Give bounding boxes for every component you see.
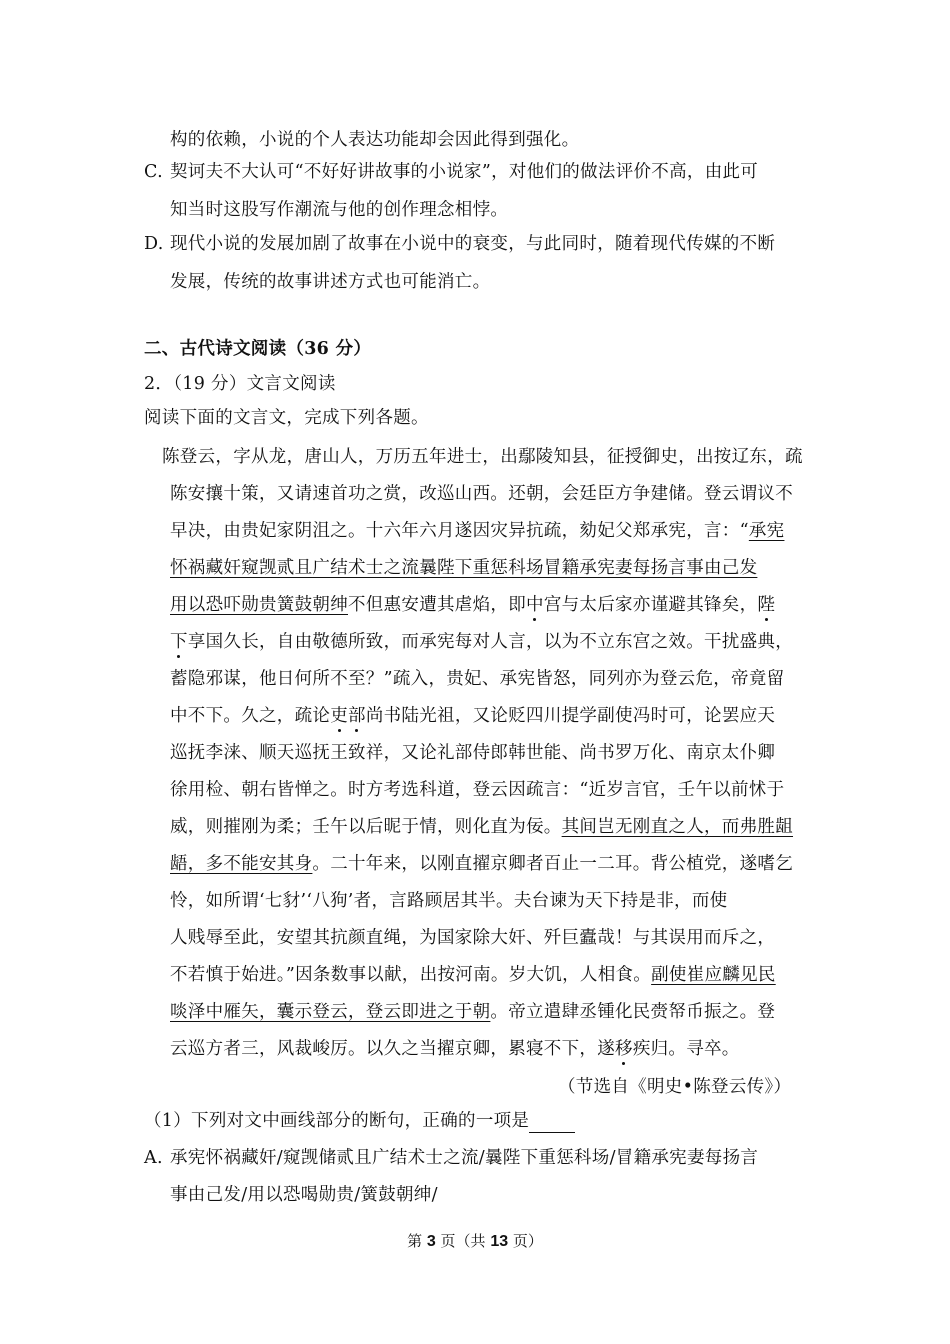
passage-line: 徐用检、朝右皆惮之。时方考选科道，登云因疏言：“近岁言官，壬午以前怵于 [170,780,785,800]
underlined-segment: 龉，多不能安其身 [170,854,313,874]
passage-line: 云巡方者三，风裁峻厉。以久之当擢京卿，累寝不下，遂移疾归。寻卒。 [170,1039,740,1059]
instruction: 阅读下面的文言文，完成下列各题。 [144,408,429,428]
passage-line: 龉，多不能安其身。二十年来，以刚直擢京卿者百止一二耳。背公植党，遂嗜乞 [170,854,794,874]
passage-line: 早决，由贵妃家阴沮之。十六年六月遂因灾异抗疏，劾妃父郑承宪，言：“承宪 [170,521,785,541]
emphasized-char: 下 [170,632,188,652]
section-heading: 二、古代诗文阅读（36 分） [144,339,372,359]
page-footer: 第 3 页（共 13 页） [407,1232,543,1250]
passage-line [170,556,757,580]
passage-line: 威，则摧刚为柔；壬午以后昵于情，则化直为佞。其间岂无刚直之人，而弗胜龃 [170,817,794,837]
page-total: 13 [490,1233,509,1250]
passage-line: 蓄隐邪谋，他日何所不至？”疏入，贵妃、承宪皆怒，同列亦为登云危，帝竟留 [170,669,785,689]
answer-blank[interactable] [529,1114,575,1133]
passage-line: 陈登云，字从龙，唐山人，万历五年进士，出鄢陵知县，征授御史，出按辽东，疏 [162,447,803,467]
option-label: A. [144,1148,163,1168]
emphasized-char: 中 [526,595,544,615]
option-label: C. [144,162,163,182]
option-c: C. 契诃夫不大认可“不好好讲故事的小说家”，对他们的做法评价不高，由此可 [144,162,759,182]
emphasized-char: 部 [348,706,366,726]
passage-line: 怜，如所谓‘七豺’‘八狗’者，言路顾居其半。夫台谏为天下持是非，而使 [170,891,728,911]
passage-line: 不若慎于始进。”因条数事以献，出按河南。岁大饥，人相食。副使崔应麟见民 [170,965,776,985]
emphasized-char: 陛 [757,595,776,615]
emphasized-char: 吏 [330,706,349,726]
underlined-segment: 承宪 [748,521,785,541]
sub-question-1: （1）下列对文中画线部分的断句，正确的一项是 [144,1109,575,1133]
underlined-segment: 其间岂无刚直之人，而弗胜龃 [561,817,794,837]
emphasized-char: 移 [615,1039,633,1059]
option-a: A. 承宪怀祸藏奸/窥觊储贰且广结术士之流/曩陛下重惩科场/冒籍承宪妻每扬言 [144,1148,759,1168]
passage-line: 陈安攘十策，又请速首功之赏，改巡山西。还朝，会廷臣方争建储。登云谓议不 [170,484,793,504]
underlined-segment: 用以恐吓勋贵簧鼓朝绅 [170,595,348,615]
passage-line: 人贱辱至此，安望其抗颜直绳，为国家除大奸、歼巨蠹哉！与其误用而斥之， [170,928,776,948]
question-2-heading: 2．（19 分）文言文阅读 [144,374,336,394]
option-d: D. 现代小说的发展加剧了故事在小说中的衰变，与此同时，随着现代传媒的不断 [144,234,776,254]
passage-line: 用以恐吓勋贵簧鼓朝绅不但惠安遭其虐焰，即中宫与太后家亦谨避其锋矣，陛 [170,595,776,615]
passage-line: 中不下。久之，疏论吏部尚书陆光祖，又论贬四川提学副使冯时可，论罢应天 [170,706,776,726]
passage-source: （节选自《明史•陈登云传》） [558,1077,792,1097]
underlined-segment: 啖泽中雁矢，囊示登云，登云即进之于朝 [170,1002,491,1022]
page-number: 3 [426,1233,436,1250]
passage-line: 啖泽中雁矢，囊示登云，登云即进之于朝。帝立遣肆丞锺化民赍帑币振之。登 [170,1002,776,1022]
underlined-segment: 副使崔应麟见民 [651,965,776,985]
passage-line: 巡抚李涞、顺天巡抚王致祥，又论礼部侍郎韩世能、尚书罗万化、南京太仆卿 [170,743,776,763]
underlined-segment: 怀祸藏奸窥觊贰且广结术士之流曩陛下重惩科场冒籍承宪妻每扬言事由己发 [170,558,758,578]
option-label: D. [144,234,164,254]
option-c-line2: 知当时这股写作潮流与他的创作理念相悖。 [170,200,509,220]
option-d-line2: 发展，传统的故事讲述方式也可能消亡。 [170,272,491,292]
option-b-continuation: 构的依赖，小说的个人表达功能却会因此得到强化。 [170,130,580,150]
option-a-line2: 事由己发/用以恐喝勋贵/簧鼓朝绅/ [170,1185,438,1205]
passage-line: 下享国久长，自由敬德所致，而承宪每对人言，以为不立东宫之效。干扰盛典， [170,632,794,652]
